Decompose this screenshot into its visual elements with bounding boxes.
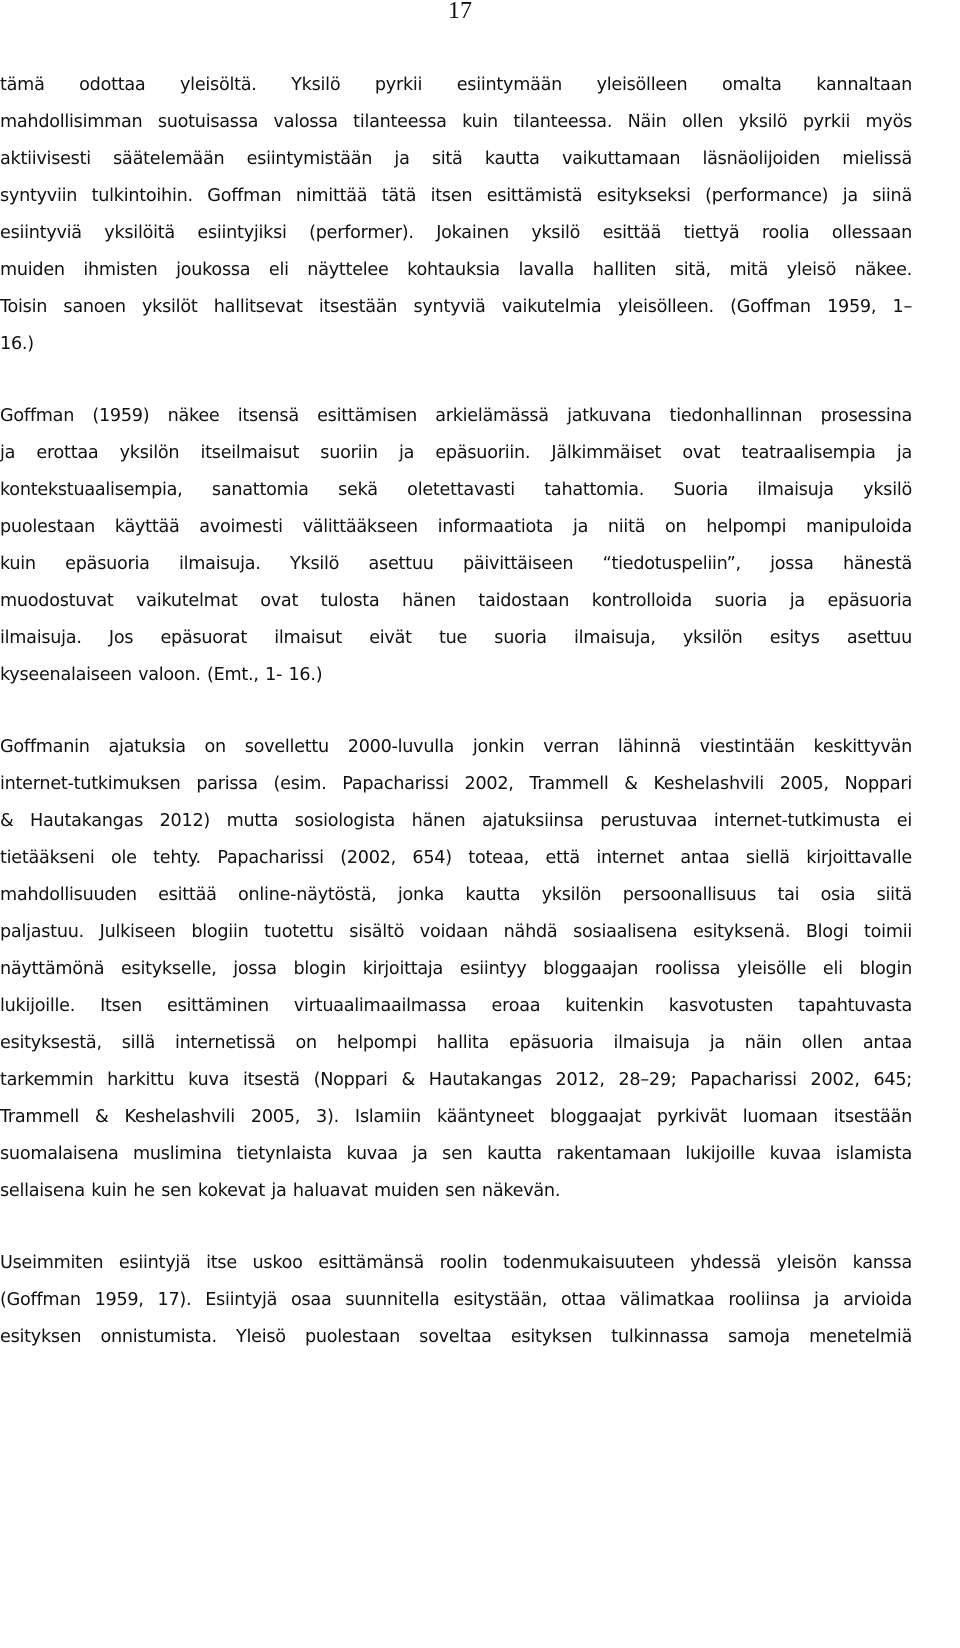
text-line: (Goffman 1959, 17). Esiintyjä osaa suunnitella esitystään, ottaa välimatkaa rooliinsa ja arvioida: [0, 1290, 912, 1310]
text-line: tarkemmin harkittu kuva itsestä (Noppari & Hautakangas 2012, 28–29; Papacharissi 2002, 645;: [0, 1070, 912, 1090]
paragraph-1: [0, 67, 912, 363]
text-line: Trammell & Keshelashvili 2005, 3). Islamiin kääntyneet bloggaajat pyrkivät luomaan itsestään: [0, 1107, 912, 1127]
text-line: 16.): [0, 334, 34, 354]
document-body: [0, 67, 912, 1391]
text-line: Goffmanin ajatuksia on sovellettu 2000-luvulla jonkin verran lähinnä viestintään keskittyvän: [0, 737, 912, 757]
text-line: ja erottaa yksilön itseilmaisut suoriin ja epäsuoriin. Jälkimmäiset ovat teatraalisempia ja: [0, 443, 912, 463]
text-line: puolestaan käyttää avoimesti välittääkseen informaatiota ja niitä on helpompi manipuloida: [0, 517, 912, 537]
text-line: internet-tutkimuksen parissa (esim. Papacharissi 2002, Trammell & Keshelashvili 2005, Noppari: [0, 774, 912, 794]
text-line: kuin epäsuoria ilmaisuja. Yksilö asettuu päivittäiseen “tiedotuspeliin”, jossa hänestä: [0, 554, 912, 574]
text-line: lukijoille. Itsen esittäminen virtuaalimaailmassa eroaa kuitenkin kasvotusten tapahtuvasta: [0, 996, 912, 1016]
text-line: Goffman (1959) näkee itsensä esittämisen arkielämässä jatkuvana tiedonhallinnan prosessina: [0, 406, 912, 426]
text-line: syntyviin tulkintoihin. Goffman nimittää tätä itsen esittämistä esitykseksi (performance) ja siinä: [0, 186, 912, 206]
text-line: suomalaisena muslimina tietynlaista kuvaa ja sen kautta rakentamaan lukijoille kuvaa islamista: [0, 1144, 912, 1164]
text-line: esityksen onnistumista. Yleisö puolestaan soveltaa esityksen tulkinnassa samoja menetelmiä: [0, 1327, 912, 1347]
text-line: esityksestä, sillä internetissä on helpompi hallita epäsuoria ilmaisuja ja näin ollen antaa: [0, 1033, 912, 1053]
text-line: muiden ihmisten joukossa eli näyttelee kohtauksia lavalla halliten sitä, mitä yleisö näkee.: [0, 260, 912, 280]
text-line: aktiivisesti säätelemään esiintymistään ja sitä kautta vaikuttamaan läsnäolijoiden mielissä: [0, 149, 912, 169]
text-line: Toisin sanoen yksilöt hallitsevat itsestään syntyviä vaikutelmia yleisölleen. (Goffman 1959, 1–: [0, 297, 912, 317]
text-line: ilmaisuja. Jos epäsuorat ilmaisut eivät tue suoria ilmaisuja, yksilön esitys asettuu: [0, 628, 912, 648]
text-line: muodostuvat vaikutelmat ovat tulosta hänen taidostaan kontrolloida suoria ja epäsuoria: [0, 591, 912, 611]
text-line: paljastuu. Julkiseen blogiin tuotettu sisältö voidaan nähdä sosiaalisena esityksenä. Blogi toimii: [0, 922, 912, 942]
text-line: sellaisena kuin he sen kokevat ja haluavat muiden sen näkevän.: [0, 1181, 561, 1201]
text-line: mahdollisuuden esittää online-näytöstä, jonka kautta yksilön persoonallisuus tai osia siitä: [0, 885, 912, 905]
page-number: 17: [448, 0, 472, 24]
text-line: mahdollisimman suotuisassa valossa tilanteessa kuin tilanteessa. Näin ollen yksilö pyrkii myös: [0, 112, 912, 132]
text-line: esiintyviä yksilöitä esiintyjiksi (performer). Jokainen yksilö esittää tiettyä roolia ollessaan: [0, 223, 912, 243]
text-line: kontekstuaalisempia, sanattomia sekä oletettavasti tahattomia. Suoria ilmaisuja yksilö: [0, 480, 912, 500]
text-line: tämä odottaa yleisöltä. Yksilö pyrkii esiintymään yleisölleen omalta kannaltaan: [0, 75, 912, 95]
text-line: tietääkseni ole tehty. Papacharissi (2002, 654) toteaa, että internet antaa siellä kirjoittavalle: [0, 848, 912, 868]
text-line: kyseenalaiseen valoon. (Emt., 1- 16.): [0, 665, 323, 685]
paragraph-4: [0, 1245, 912, 1356]
paragraph-2: [0, 398, 912, 694]
text-line: & Hautakangas 2012) mutta sosiologista hänen ajatuksiinsa perustuvaa internet-tutkimusta ei: [0, 811, 912, 831]
text-line: Useimmiten esiintyjä itse uskoo esittämänsä roolin todenmukaisuuteen yhdessä yleisön kanssa: [0, 1253, 912, 1273]
paragraph-3: [0, 729, 912, 1210]
text-line: näyttämönä esitykselle, jossa blogin kirjoittaja esiintyy bloggaajan roolissa yleisölle eli blogin: [0, 959, 912, 979]
